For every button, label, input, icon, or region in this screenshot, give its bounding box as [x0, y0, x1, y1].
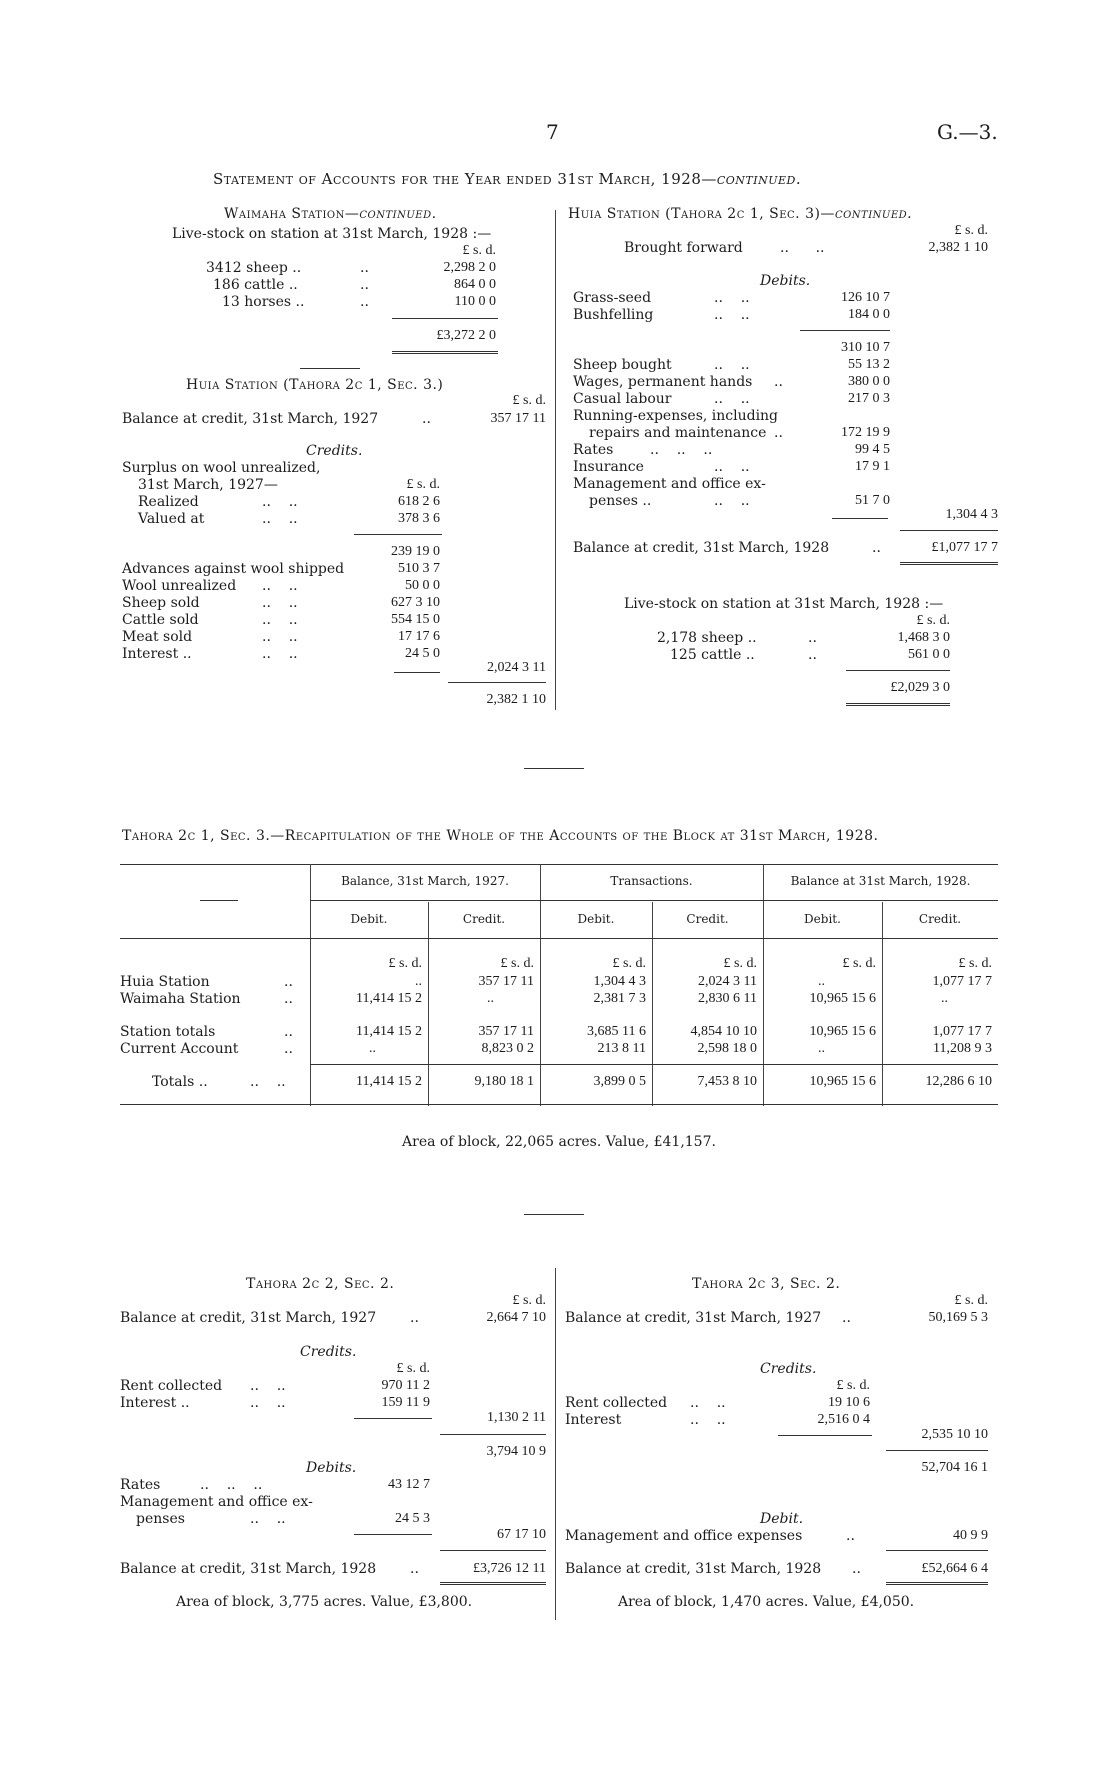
- huia-heading: Huia Station (Tahora 2c 1, Sec. 3.): [186, 377, 444, 393]
- balance-1928-amount: £3,726 12 11: [473, 1561, 546, 1576]
- valued-amount: 378 3 6: [398, 511, 440, 526]
- recap-cell: 11,414 15 2: [356, 1024, 422, 1039]
- debit-row-amount: 184 0 0: [848, 307, 890, 322]
- lsd-header: £ s. d.: [462, 243, 496, 258]
- leader-dots: .. ..: [262, 612, 298, 628]
- credit-row-label: Interest ..: [120, 1395, 190, 1411]
- credit-row-amount: 2,516 0 4: [817, 1412, 870, 1427]
- subhead-rule: [120, 938, 998, 939]
- debit-row-label: Casual labour: [573, 391, 672, 407]
- leader-dots: ..: [808, 647, 817, 663]
- rule: [394, 672, 440, 673]
- balance-1928-label: Balance at credit, 31st March, 1928: [573, 540, 830, 556]
- lsd-header: £ s. d.: [954, 1293, 988, 1308]
- page-number: 7: [546, 120, 559, 144]
- recap-cell: 1,304 4 3: [593, 974, 646, 989]
- leader-dots: .. ..: [780, 240, 825, 256]
- credit-row-amount: 627 3 10: [391, 595, 440, 610]
- debit-row-amount: 24 5 3: [395, 1511, 430, 1526]
- realized-label: Realized: [138, 494, 199, 510]
- waimaha-row-amount: 864 0 0: [454, 277, 496, 292]
- debit-row-label: Rates: [573, 442, 614, 458]
- leader-dots: ..: [360, 260, 369, 276]
- debit-row-label-cont: penses: [136, 1511, 185, 1527]
- credit-row-amount: 510 3 7: [398, 561, 440, 576]
- group-header: Transactions.: [610, 874, 693, 888]
- recap-total-cell: 12,286 6 10: [925, 1074, 992, 1089]
- recap-cell: 1,077 17 7: [932, 1024, 992, 1039]
- subhead: Credit.: [462, 912, 506, 926]
- balance-1927-label: Balance at credit, 31st March, 1927: [120, 1310, 377, 1326]
- lsd-header: £ s. d.: [388, 956, 422, 971]
- leader-dots: ..: [808, 630, 817, 646]
- leader-dots: .. .. ..: [650, 442, 713, 458]
- recap-cell: ..: [818, 1041, 825, 1056]
- leader-dots: .. ..: [714, 357, 750, 373]
- table-top-rule: [120, 864, 998, 865]
- rule: [886, 1450, 988, 1451]
- leader-dots: .. ..: [714, 459, 750, 475]
- lsd-header: £ s. d.: [512, 393, 546, 408]
- leader-dots: ..: [360, 277, 369, 293]
- leader-dots: ..: [284, 974, 293, 990]
- credits-heading: Credits.: [760, 1361, 817, 1377]
- difference-amount: 239 19 0: [391, 544, 440, 559]
- subhead: Debit.: [577, 912, 615, 926]
- debit-row-label: Sheep bought: [573, 357, 672, 373]
- group-rule: [310, 900, 998, 901]
- livestock-label: 125 cattle ..: [670, 647, 755, 663]
- leader-dots: ..: [284, 991, 293, 1007]
- totals-rule: [310, 1064, 998, 1065]
- debit-row-label: Wages, permanent hands: [573, 374, 753, 390]
- recap-row-label: Waimaha Station: [120, 991, 241, 1007]
- lsd-header: £ s. d.: [500, 956, 534, 971]
- credits-heading: Credits.: [300, 1344, 357, 1360]
- subhead: Debit.: [804, 912, 841, 926]
- leader-dots: .. ..: [714, 307, 750, 323]
- credits-total: 1,130 2 11: [487, 1410, 546, 1425]
- leader-dots: ..: [422, 411, 431, 427]
- debit-row-amount: 126 10 7: [841, 290, 890, 305]
- column-divider: [555, 1268, 556, 1620]
- recap-cell: ..: [941, 991, 948, 1006]
- credit-row-label: Rent collected: [565, 1395, 668, 1411]
- debit-row-label-cont: penses ..: [589, 493, 652, 509]
- debit-row-amount: 55 13 2: [848, 357, 890, 372]
- balance-1928-amount: £1,077 17 7: [931, 540, 998, 555]
- recap-cell: ..: [369, 1041, 376, 1056]
- debit-subtotal: 310 10 7: [841, 340, 890, 355]
- section-separator: [300, 368, 360, 369]
- debit-row-label: Rates: [120, 1477, 161, 1493]
- balance-label: Balance at credit, 31st March, 1927: [122, 411, 379, 427]
- recap-cell: 357 17 11: [478, 974, 534, 989]
- grand-total: 2,382 1 10: [486, 692, 546, 707]
- lsd-header: £ s. d.: [612, 956, 646, 971]
- debit-row-amount: 43 12 7: [388, 1477, 430, 1492]
- leader-dots: .. ..: [250, 1074, 286, 1090]
- leader-dots: ..: [774, 425, 783, 441]
- brought-forward-label: Brought forward: [624, 240, 743, 256]
- balance-1927-amount: 50,169 5 3: [928, 1310, 988, 1325]
- leader-dots: .. ..: [250, 1511, 286, 1527]
- debit-row-amount: 217 0 3: [848, 391, 890, 406]
- rule: [886, 1550, 988, 1551]
- lsd-header: £ s. d.: [842, 956, 876, 971]
- column-divider: [555, 210, 556, 710]
- debit-row-amount: 172 19 9: [841, 425, 890, 440]
- recap-row-label: Totals ..: [152, 1074, 208, 1090]
- leader-dots: .. ..: [262, 646, 298, 662]
- surplus-label-cont: 31st March, 1927—: [138, 477, 278, 493]
- debits-heading: Debits.: [760, 273, 811, 289]
- recap-cell: 2,598 18 0: [697, 1041, 757, 1056]
- leader-dots: .. .. ..: [200, 1477, 263, 1493]
- recap-cell: ..: [415, 974, 422, 989]
- recap-cell: 4,854 10 10: [690, 1024, 757, 1039]
- debit-row-label: Insurance: [573, 459, 644, 475]
- credits-total: 2,024 3 11: [487, 660, 546, 675]
- leader-dots: .. ..: [714, 290, 750, 306]
- leader-dots: ..: [872, 540, 881, 556]
- livestock-amount: 1,468 3 0: [897, 630, 950, 645]
- leader-dots: .. ..: [250, 1378, 286, 1394]
- leader-dots: .. ..: [262, 629, 298, 645]
- document-reference: G.—3.: [937, 120, 998, 144]
- credit-row-amount: 159 11 9: [381, 1395, 430, 1410]
- rule: [392, 318, 498, 319]
- livestock-title: Live-stock on station at 31st March, 1928 :—: [624, 596, 944, 612]
- leader-dots: .. ..: [262, 578, 298, 594]
- livestock-amount: 561 0 0: [908, 647, 950, 662]
- valued-label: Valued at: [138, 511, 205, 527]
- table-bottom-rule: [120, 1104, 998, 1105]
- waimaha-livestock-title: Live-stock on station at 31st March, 1928 :—: [172, 226, 492, 242]
- rule: [354, 1534, 432, 1535]
- leader-dots: .. ..: [714, 493, 750, 509]
- rule: [832, 518, 888, 519]
- credit-row-amount: 970 11 2: [381, 1378, 430, 1393]
- debit-row-amount: 99 4 5: [855, 442, 890, 457]
- recap-total-cell: 7,453 8 10: [697, 1074, 757, 1089]
- credit-row-label: Interest ..: [122, 646, 192, 662]
- waimaha-row-amount: 2,298 2 0: [443, 260, 496, 275]
- recap-title: Tahora 2c 1, Sec. 3.—Recapitulation of the Whole of the Accounts of the Block at 31st March, 1928.: [122, 828, 879, 844]
- debit-row-label: Management and office ex-: [120, 1494, 313, 1510]
- credit-row-label: Interest: [565, 1412, 622, 1428]
- rule: [900, 530, 998, 531]
- recap-cell: 2,381 7 3: [593, 991, 646, 1006]
- recap-total-cell: 3,899 0 5: [593, 1074, 646, 1089]
- balance-1928-label: Balance at credit, 31st March, 1928: [120, 1561, 377, 1577]
- waimaha-row-label: 186 cattle ..: [213, 277, 298, 293]
- leader-dots: ..: [846, 1528, 855, 1544]
- debit-row-label: Bushfelling: [573, 307, 654, 323]
- group-header: Balance at 31st March, 1928.: [790, 874, 971, 888]
- stub-dash: [200, 900, 238, 901]
- recap-cell: 10,965 15 6: [809, 1024, 876, 1039]
- subtotal: 52,704 16 1: [921, 1460, 988, 1475]
- recap-row-label: Station totals: [120, 1024, 216, 1040]
- recap-cell: ..: [487, 991, 494, 1006]
- recap-cell: 3,685 11 6: [587, 1024, 646, 1039]
- livestock-label: 2,178 sheep ..: [657, 630, 757, 646]
- recap-cell: 2,024 3 11: [698, 974, 757, 989]
- leader-dots: .. ..: [262, 595, 298, 611]
- credit-row-amount: 17 17 6: [398, 629, 440, 644]
- debit-row-label-cont: repairs and maintenance: [589, 425, 767, 441]
- leader-dots: .. ..: [690, 1412, 726, 1428]
- credits-total: 2,535 10 10: [921, 1427, 988, 1442]
- lsd-header: £ s. d.: [954, 223, 988, 238]
- rule: [778, 1435, 872, 1436]
- group-header: Balance, 31st March, 1927.: [341, 874, 509, 888]
- debits-total: 67 17 10: [497, 1527, 546, 1542]
- credits-heading: Credits.: [306, 443, 363, 459]
- recap-cell: 1,077 17 7: [932, 974, 992, 989]
- rule: [440, 1434, 546, 1435]
- page-title: Statement of Accounts for the Year ended 31st March, 1928—continued.: [213, 170, 802, 188]
- livestock-total: £2,029 3 0: [890, 680, 950, 695]
- leader-dots: ..: [774, 374, 783, 390]
- recap-cell: 11,208 9 3: [933, 1041, 992, 1056]
- balance-1928-amount: £52,664 6 4: [921, 1561, 988, 1576]
- recap-total-cell: 11,414 15 2: [356, 1074, 422, 1089]
- subhead: Credit.: [918, 912, 962, 926]
- double-rule: [900, 562, 998, 565]
- double-rule: [886, 1582, 988, 1585]
- rule: [846, 670, 950, 671]
- recap-row-label: Current Account: [120, 1041, 239, 1057]
- recap-total-cell: 10,965 15 6: [809, 1074, 876, 1089]
- credit-row-amount: 50 0 0: [405, 578, 440, 593]
- debit-row-amount: 17 9 1: [855, 459, 890, 474]
- recap-total-cell: 9,180 18 1: [474, 1074, 534, 1089]
- balance-amount: 357 17 11: [490, 411, 546, 426]
- rule: [448, 682, 546, 683]
- rule: [440, 1550, 546, 1551]
- sec3-area-value: Area of block, 1,470 acres. Value, £4,050.: [618, 1594, 915, 1610]
- debit-row-amount: 380 0 0: [848, 374, 890, 389]
- lsd-header: £ s. d.: [512, 1293, 546, 1308]
- rule: [800, 330, 890, 331]
- debit-row-amount: 40 9 9: [953, 1528, 988, 1543]
- balance-1928-label: Balance at credit, 31st March, 1928: [565, 1561, 822, 1577]
- recap-row-label: Huia Station: [120, 974, 210, 990]
- leader-dots: .. ..: [714, 391, 750, 407]
- debit-row-amount: 51 7 0: [855, 493, 890, 508]
- double-rule: [392, 351, 498, 354]
- leader-dots: .. ..: [690, 1395, 726, 1411]
- credit-row-amount: 554 15 0: [391, 612, 440, 627]
- sec2-heading: Tahora 2c 2, Sec. 2.: [246, 1276, 395, 1292]
- balance-1927-label: Balance at credit, 31st March, 1927: [565, 1310, 822, 1326]
- lsd-header: £ s. d.: [406, 477, 440, 492]
- recap-area-value: Area of block, 22,065 acres. Value, £41,157.: [402, 1134, 716, 1150]
- double-rule: [440, 1582, 546, 1585]
- surplus-label: Surplus on wool unrealized,: [122, 460, 321, 476]
- credit-row-label: Advances against wool shipped: [122, 561, 345, 577]
- lsd-header: £ s. d.: [396, 1361, 430, 1376]
- leader-dots: ..: [284, 1041, 293, 1057]
- huia-cont-heading: Huia Station (Tahora 2c 1, Sec. 3)—continued.: [568, 206, 913, 222]
- leader-dots: ..: [410, 1561, 419, 1577]
- recap-cell: ..: [818, 974, 825, 989]
- subhead: Credit.: [686, 912, 729, 926]
- leader-dots: ..: [284, 1024, 293, 1040]
- balance-1927-amount: 2,664 7 10: [486, 1310, 546, 1325]
- lsd-header: £ s. d.: [958, 956, 992, 971]
- credit-row-label: Sheep sold: [122, 595, 200, 611]
- debits-heading: Debits.: [306, 1460, 357, 1476]
- debit-row-label: Management and office expenses: [565, 1528, 803, 1544]
- recap-cell: 8,823 0 2: [481, 1041, 534, 1056]
- waimaha-total: £3,272 2 0: [436, 328, 496, 343]
- rule: [354, 1418, 432, 1419]
- sec3-heading: Tahora 2c 3, Sec. 2.: [692, 1276, 841, 1292]
- credit-row-amount: 24 5 0: [405, 646, 440, 661]
- recap-cell: 10,965 15 6: [809, 991, 876, 1006]
- waimaha-row-label: 13 horses ..: [222, 294, 305, 310]
- leader-dots: ..: [852, 1561, 861, 1577]
- debit-row-label: Management and office ex-: [573, 476, 766, 492]
- lsd-header: £ s. d.: [836, 1378, 870, 1393]
- rule: [354, 534, 442, 535]
- brought-forward-amount: 2,382 1 10: [928, 240, 988, 255]
- leader-dots: .. ..: [250, 1395, 286, 1411]
- leader-dots: ..: [410, 1310, 419, 1326]
- waimaha-heading: Waimaha Station—continued.: [224, 206, 437, 222]
- credit-row-amount: 19 10 6: [828, 1395, 870, 1410]
- double-rule: [846, 703, 950, 706]
- leader-dots: .. ..: [262, 494, 298, 510]
- debits-total: 1,304 4 3: [945, 507, 998, 522]
- section-separator: [524, 768, 584, 769]
- leader-dots: ..: [842, 1310, 851, 1326]
- lsd-header: £ s. d.: [916, 613, 950, 628]
- realized-amount: 618 2 6: [398, 494, 440, 509]
- debit-row-label: Grass-seed: [573, 290, 652, 306]
- leader-dots: ..: [360, 294, 369, 310]
- sec2-area-value: Area of block, 3,775 acres. Value, £3,800.: [176, 1594, 473, 1610]
- subhead: Debit.: [350, 912, 388, 926]
- credit-row-label: Rent collected: [120, 1378, 223, 1394]
- credit-row-label: Cattle sold: [122, 612, 199, 628]
- recap-cell: 11,414 15 2: [356, 991, 422, 1006]
- waimaha-row-label: 3412 sheep ..: [206, 260, 302, 276]
- leader-dots: .. ..: [262, 511, 298, 527]
- recap-cell: 213 8 11: [597, 1041, 646, 1056]
- debit-row-label: Running-expenses, including: [573, 408, 779, 424]
- credit-row-label: Meat sold: [122, 629, 193, 645]
- debit-heading: Debit.: [760, 1511, 804, 1527]
- recap-cell: 2,830 6 11: [698, 991, 757, 1006]
- recap-cell: 357 17 11: [478, 1024, 534, 1039]
- section-separator: [524, 1214, 584, 1215]
- lsd-header: £ s. d.: [723, 956, 757, 971]
- subtotal: 3,794 10 9: [486, 1444, 546, 1459]
- credit-row-label: Wool unrealized: [122, 578, 237, 594]
- waimaha-row-amount: 110 0 0: [454, 294, 496, 309]
